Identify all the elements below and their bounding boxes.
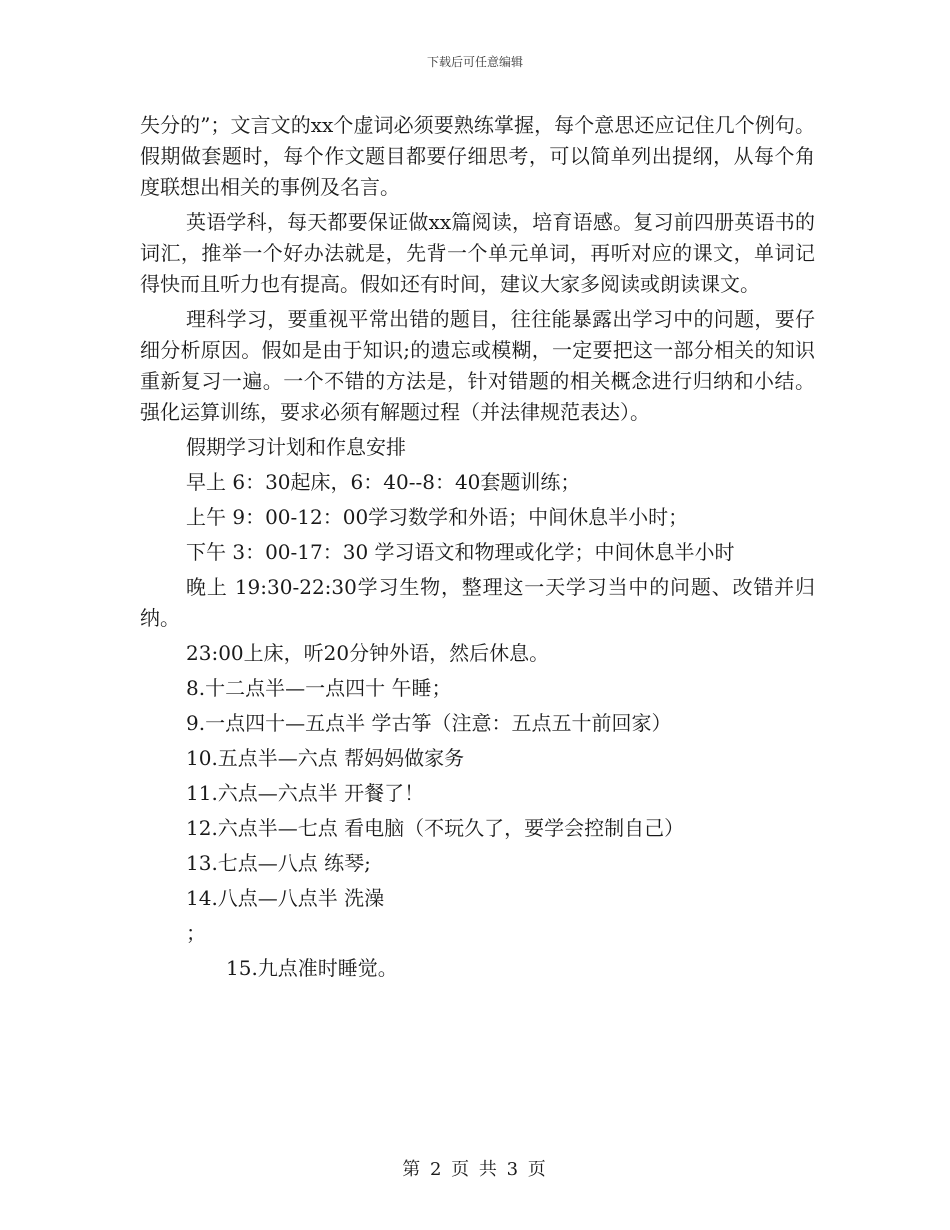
list-item-12: 12.六点半—七点 看电脑（不玩久了，要学会控制自己） [186,816,685,840]
schedule-evening: 晚上 19:30-22:30学习生物，整理这一天学习当中的问题、改错并归纳。 [140,575,815,630]
list-item-13: 13.七点—八点 练琴; [186,851,371,875]
paragraph-english-study: 英语学科，每天都要保证做xx篇阅读，培育语感。复习前四册英语书的词汇，推举一个好办法就是，先背一个单元单词，再听对应的课文，单词记得快而且听力也有提高。假如还有时间，建议大家多阅读或朗读课文。 [140,210,815,296]
list-item-15: 15.九点准时睡觉。 [226,956,398,980]
list-item-9: 9.一点四十—五点半 学古筝（注意：五点五十前回家） [186,711,672,735]
document-body [140,110,815,984]
page-footer: 第 2 页 共 3 页 [402,1159,548,1180]
paragraph-science-study: 理科学习，要重视平常出错的题目，往往能暴露出学习中的问题，要仔细分析原因。假如是由于知识;的遗忘或模糊，一定要把这一部分相关的知识重新复习一遍。一个不错的方法是，针对错题的相关概念进行归纳和小结。强化运算训练，要求必须有解题过程（并法律规范表达）。 [140,307,815,424]
paragraph-chinese-study: 失分的”；文言文的xx个虚词必须要熟练掌握，每个意思还应记住几个例句。假期做套题时，每个作文题目都要仔细思考，可以简单列出提纲，从每个角度联想出相关的事例及名言。 [140,113,815,199]
schedule-bedtime: 23:00上床，听20分钟外语，然后休息。 [186,641,550,665]
page-header: 下载后可任意编辑 [426,55,523,69]
schedule-heading: 假期学习计划和作息安排 [186,435,406,459]
list-item-10: 10.五点半—六点 帮妈妈做家务 [186,746,465,770]
list-item-11: 11.六点—六点半 开餐了！ [186,781,425,805]
schedule-afternoon: 下午 3：00-17：30 学习语文和物理或化学；中间休息半小时 [186,540,735,564]
list-item-8: 8.十二点半—一点四十 午睡； [186,676,452,700]
schedule-forenoon: 上午 9：00-12：00学习数学和外语；中间休息半小时； [186,505,689,529]
schedule-morning: 早上 6：30起床，6：40--8：40套题训练； [186,470,581,494]
stray-semicolon: ； [186,921,206,945]
list-item-14: 14.八点—八点半 洗澡 [186,886,385,910]
